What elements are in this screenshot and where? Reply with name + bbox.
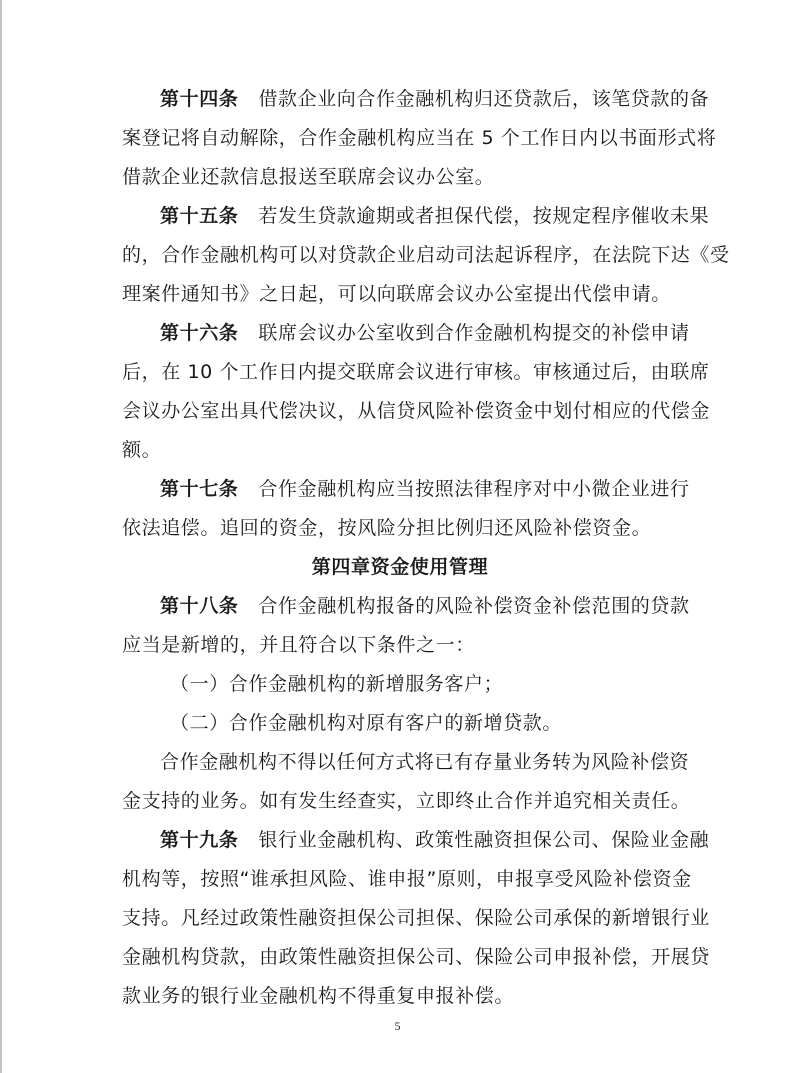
article-number: 第十六条 [160,322,239,344]
article-16 [122,314,711,470]
list-item: （二）合作金融机构对原有客户的新增贷款。 [170,712,563,734]
article-line: 依法追偿。追回的资金，按风险分担比例归还风险补偿资金。 [122,517,652,539]
article-14 [122,80,717,197]
article-17 [122,470,690,548]
article-line: 第十六条 联席会议办公室收到合作金融机构提交的补偿申请 [160,322,690,344]
article-number: 第十四条 [160,88,239,110]
article-line: 理案件通知书》之日起，可以向联席会议办公室提出代偿申请。 [122,283,671,305]
article-line: 第十九条 银行业金融机构、政策性融资担保公司、保险业金融 [160,829,710,851]
document-page [122,80,730,1016]
article-line: 合作金融机构不得以任何方式将已有存量业务转为风险补偿资 [160,751,690,773]
article-line: 支持。凡经过政策性融资担保公司担保、保险公司承保的新增银行业 [122,907,711,929]
article-line: 案登记将自动解除，合作金融机构应当在 5 个工作日内以书面形式将 [122,127,717,149]
article-line: 第十四条 借款企业向合作金融机构归还贷款后，该笔贷款的备 [160,88,710,110]
article-line: 的，合作金融机构可以对贷款企业启动司法起诉程序，在法院下达《受 [122,244,730,266]
article-line: 金融机构贷款，由政策性融资担保公司、保险公司申报补偿，开展贷 [122,946,711,968]
list-item: （一）合作金融机构的新增服务客户； [170,673,504,695]
article-line: 机构等，按照“谁承担风险、谁申报”原则，申报享受风险补偿资金 [122,868,692,890]
article-line: 后，在 10 个工作日内提交联席会议进行审核。审核通过后，由联席 [122,361,710,383]
article-number: 第十八条 [160,595,239,617]
article-number: 第十七条 [160,478,239,500]
article-line: 借款企业还款信息报送至联席会议办公室。 [122,166,495,188]
page-number: 5 [394,1019,401,1033]
article-number: 第十五条 [160,205,239,227]
article-line: 金支持的业务。如有发生经查实，立即终止合作并追究相关责任。 [122,790,691,812]
article-line: 额。 [122,439,162,461]
article-19 [122,821,711,1016]
article-15 [122,197,730,314]
article-line: 会议办公室出具代偿决议，从信贷风险补偿资金中划付相应的代偿金 [122,400,711,422]
article-line: 第十五条 若发生贷款逾期或者担保代偿，按规定程序催收未果 [160,205,710,227]
page-left-border [0,0,2,1073]
chapter-heading: 第四章资金使用管理 [311,556,489,578]
article-line: 第十七条 合作金融机构应当按照法律程序对中小微企业进行 [160,478,690,500]
article-number: 第十九条 [160,829,239,851]
article-18 [122,587,691,821]
article-line: 应当是新增的，并且符合以下条件之一： [122,634,475,656]
article-line: 第十八条 合作金融机构报备的风险补偿资金补偿范围的贷款 [160,595,690,617]
article-line: 款业务的银行业金融机构不得重复申报补偿。 [122,985,515,1007]
